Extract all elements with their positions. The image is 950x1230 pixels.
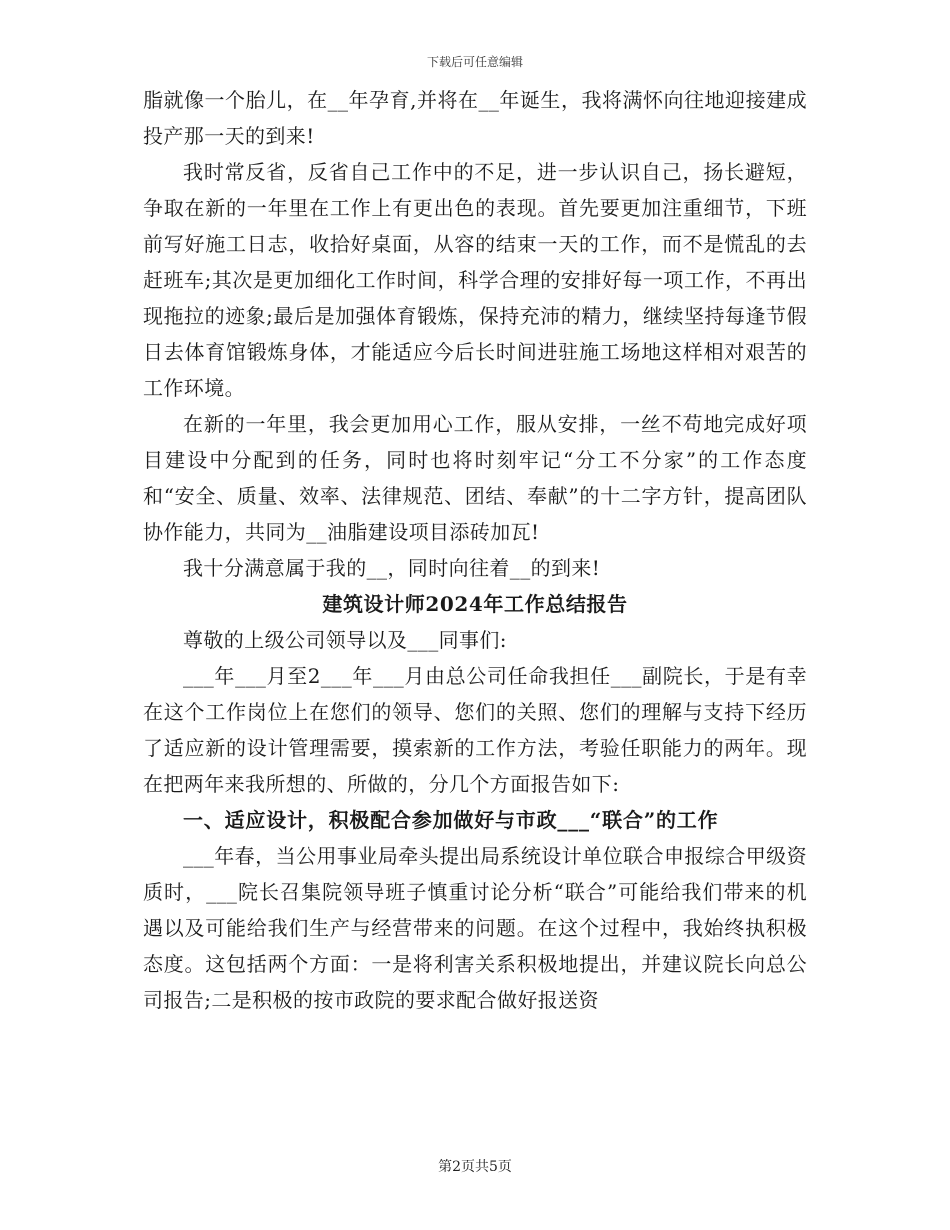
paragraph-new-year-plan: 在新的一年里，我会更加用心工作，服从安排，一丝不苟地完成好项目建设中分配到的任务，同时也将时刻牢记“分工不分家”的工作态度和“安全、质量、效率、法律规范、团结、奉献”的十二字方针，提高团队协作能力，共同为__油脂建设项目添砖加瓦! bbox=[143, 412, 807, 544]
paragraph-continuation: 脂就像一个胎儿，在__年孕育,并将在__年诞生，我将满怀向往地迎接建成投产那一天的到来! bbox=[143, 88, 807, 148]
page-number: 第2页共5页 bbox=[438, 1159, 512, 1175]
paragraph-section-1: ___年春，当公用事业局牵头提出局系统设计单位联合申报综合甲级资质时，___院长召集院领导班子慎重讨论分析“联合”可能给我们带来的机遇以及可能给我们生产与经营带来的问题。在这个过程中，我始终执积极态度。这包括两个方面：一是将利害关系积极地提出，并建议院长向总公司报告;二是积极的按市政院的要求配合做好报送资 bbox=[143, 844, 807, 1012]
paragraph-self-reflection: 我时常反省，反省自己工作中的不足，进一步认识自己，扬长避短，争取在新的一年里在工作上有更出色的表现。首先要更加注重细节，下班前写好施工日志，收拾好桌面，从容的结束一天的工作，而不是慌乱的去赶班车;其次是更加细化工作时间，科学合理的安排好每一项工作，不再出现拖拉的迹象;最后是加强体育锻炼，保持充沛的精力，继续坚持每逢节假日去体育馆锻炼身体，才能适应今后长时间进驻施工场地这样相对艰苦的工作环境。 bbox=[143, 160, 807, 400]
paragraph-appointment: ___年___月至2___年___月由总公司任命我担任___副院长，于是有幸在这个工作岗位上在您们的领导、您们的关照、您们的理解与支持下经历了适应新的设计管理需要，摸索新的工作方法，考验任职能力的两年。现在把两年来我所想的、所做的，分几个方面报告如下: bbox=[143, 664, 807, 796]
report-title: 建筑设计师2024年工作总结报告 bbox=[322, 592, 628, 616]
document-body bbox=[143, 82, 807, 1018]
section-heading-1: 一、适应设计，积极配合参加做好与市政___“联合”的工作 bbox=[183, 808, 719, 832]
page-header: 下载后可任意编辑 bbox=[426, 55, 523, 69]
salutation: 尊敬的上级公司领导以及___同事们: bbox=[183, 628, 507, 652]
paragraph-closing: 我十分满意属于我的__，同时向往着__的到来! bbox=[183, 556, 601, 580]
